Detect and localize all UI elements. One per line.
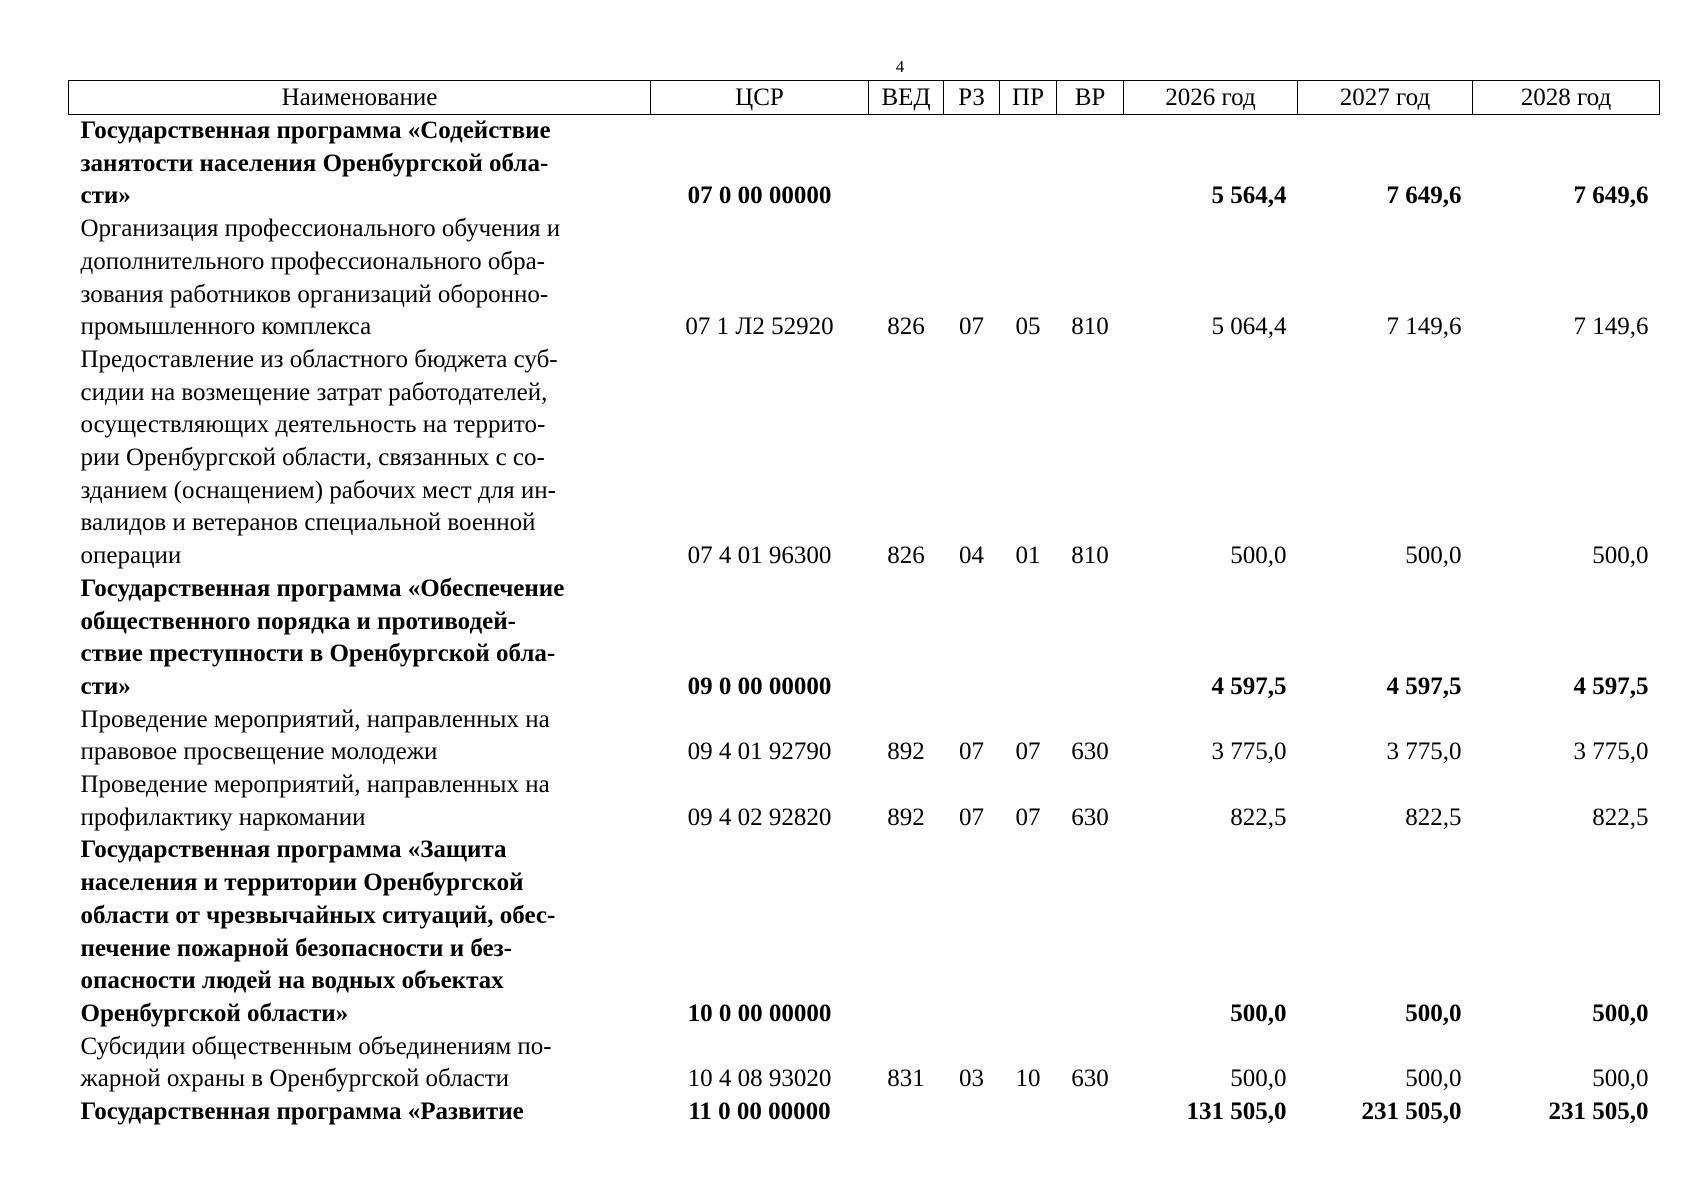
row-name-line: Субсидии общественным объединениям по-: [80, 1032, 552, 1060]
program-row: [69, 115, 1660, 214]
row-name-line: зданием (оснащением) рабочих мест для ин-: [80, 476, 556, 504]
row-value-2028: 500,0: [1592, 1065, 1649, 1093]
row-vr: 810: [1071, 313, 1109, 341]
row-name: [69, 834, 651, 1030]
row-value-2026: 500,0: [1230, 542, 1287, 570]
row-rz: 04: [959, 542, 984, 570]
program-row: [69, 1096, 1660, 1129]
row-name-line: Оренбургской области»: [80, 999, 349, 1027]
row-value-2026: 4 597,5: [1211, 672, 1287, 700]
row-name-line: занятости населения Оренбургской обла-: [80, 149, 549, 177]
row-name: [69, 573, 651, 704]
row-value-2027: 822,5: [1405, 803, 1462, 831]
row-name-line: операции: [80, 542, 182, 570]
row-name: [69, 1031, 651, 1096]
header-rz: РЗ: [944, 81, 1000, 115]
row-value-2028: 4 597,5: [1573, 672, 1649, 700]
row-ved: [869, 115, 944, 214]
row-pr: [1000, 834, 1057, 1030]
row-name-line: Государственная программа «Обеспечение: [80, 574, 565, 602]
header-name: Наименование: [69, 81, 651, 115]
row-name-line: Государственная программа «Содействие: [80, 117, 551, 144]
row-name-line: зования работников организаций оборонно-: [80, 280, 549, 308]
row-name-line: опасности людей на водных объектах: [80, 967, 504, 995]
row-value-2026: 500,0: [1230, 1065, 1287, 1093]
row-name-line: профилактику наркомании: [80, 803, 366, 831]
row-pr: 07: [1015, 738, 1041, 766]
row-vr: 630: [1071, 738, 1109, 766]
row-pr: 07: [1015, 803, 1041, 831]
row-vr: 630: [1071, 803, 1109, 831]
row-pr: [1000, 115, 1057, 214]
table-header: [69, 81, 1660, 115]
row-name-line: дополнительного профессионального обра-: [80, 247, 546, 275]
row-name-line: сидии на возмещение затрат работодателей,: [80, 378, 548, 406]
table-row: [69, 704, 1660, 769]
row-ved: 831: [887, 1065, 925, 1093]
header-2026: 2026 год: [1124, 81, 1298, 115]
row-value-2026: 822,5: [1230, 803, 1287, 831]
row-name-line: жарной охраны в Оренбургской области: [80, 1065, 510, 1093]
header-csr: ЦСР: [651, 81, 869, 115]
row-name-line: осуществляющих деятельность на террито-: [80, 411, 546, 439]
row-vr: [1057, 115, 1124, 214]
row-value-2028: 7 649,6: [1573, 182, 1649, 210]
row-name-line: Государственная программа «Защита: [80, 836, 507, 864]
row-vr: [1057, 834, 1124, 1030]
row-rz: 07: [959, 738, 984, 766]
row-name-line: валидов и ветеранов специальной военной: [80, 509, 536, 537]
row-ved: [869, 1096, 944, 1129]
program-row: [69, 573, 1660, 704]
row-pr: 10: [1015, 1065, 1041, 1093]
row-csr: 09 4 02 92820: [687, 803, 832, 831]
row-value-2027: 7 649,6: [1386, 182, 1462, 210]
row-rz: 07: [959, 313, 984, 341]
row-csr: 07 0 00 00000: [687, 182, 832, 210]
row-pr: 01: [1015, 542, 1041, 570]
header-pr: ПР: [1000, 81, 1057, 115]
row-vr: 810: [1071, 542, 1109, 570]
row-ved: 892: [887, 803, 925, 831]
row-pr: [1000, 1096, 1057, 1129]
header-2028: 2028 год: [1473, 81, 1660, 115]
row-ved: 826: [887, 313, 925, 341]
row-csr: 07 4 01 96300: [687, 542, 832, 570]
row-rz: [944, 1096, 1000, 1129]
table-row: [69, 1031, 1660, 1096]
row-value-2028: 822,5: [1592, 803, 1649, 831]
row-value-2027: 500,0: [1405, 542, 1462, 570]
page-number: 4: [895, 57, 905, 76]
row-rz: 03: [959, 1065, 984, 1093]
row-value-2028: 7 149,6: [1573, 313, 1649, 341]
row-rz: [944, 834, 1000, 1030]
row-value-2028: 231 505,0: [1548, 1098, 1649, 1126]
row-value-2027: 7 149,6: [1386, 313, 1462, 341]
table-row: [69, 769, 1660, 834]
row-csr: 09 0 00 00000: [687, 672, 832, 700]
row-csr: 09 4 01 92790: [687, 738, 832, 766]
row-value-2027: 3 775,0: [1386, 738, 1462, 766]
row-name-line: сти»: [80, 672, 131, 700]
row-name-line: рии Оренбургской области, связанных с со-: [80, 444, 545, 472]
row-vr: [1057, 573, 1124, 704]
row-value-2026: 131 505,0: [1186, 1098, 1287, 1126]
row-name-line: Проведение мероприятий, направленных на: [80, 771, 550, 799]
row-pr: [1000, 573, 1057, 704]
row-name: [69, 115, 651, 214]
table-row: [69, 213, 1660, 344]
row-rz: [944, 115, 1000, 214]
row-value-2026: 5 564,4: [1211, 182, 1287, 210]
budget-table: [68, 80, 1660, 1129]
row-csr: 10 4 08 93020: [687, 1065, 832, 1093]
row-name: [69, 704, 651, 769]
row-value-2028: 3 775,0: [1573, 738, 1649, 766]
row-name: [69, 213, 651, 344]
row-value-2027: 500,0: [1405, 1065, 1462, 1093]
row-ved: 892: [887, 738, 925, 766]
row-value-2027: 4 597,5: [1386, 672, 1462, 700]
row-value-2028: 500,0: [1592, 542, 1649, 570]
row-name-line: промышленного комплекса: [80, 313, 372, 341]
row-value-2026: 500,0: [1230, 999, 1287, 1027]
row-name-line: правовое просвещение молодежи: [80, 738, 438, 766]
row-ved: [869, 573, 944, 704]
row-vr: 630: [1071, 1065, 1109, 1093]
row-vr: [1057, 1096, 1124, 1129]
header-ved: ВЕД: [869, 81, 944, 115]
row-name-line: населения и территории Оренбургской: [80, 869, 524, 897]
row-name-line: печение пожарной безопасности и без-: [80, 934, 512, 962]
row-value-2026: 5 064,4: [1211, 313, 1287, 341]
row-name-line: области от чрезвычайных ситуаций, обес-: [80, 901, 556, 929]
row-name: [69, 344, 651, 573]
row-pr: 05: [1015, 313, 1041, 341]
row-value-2026: 3 775,0: [1211, 738, 1287, 766]
table-row: [69, 344, 1660, 573]
row-rz: [944, 573, 1000, 704]
row-csr: 10 0 00 00000: [687, 999, 832, 1027]
row-name-line: Проведение мероприятий, направленных на: [80, 705, 550, 733]
row-rz: 07: [959, 803, 984, 831]
header-vr: ВР: [1057, 81, 1124, 115]
row-name-line: Предоставление из областного бюджета суб-: [80, 345, 558, 373]
row-ved: 826: [887, 542, 925, 570]
row-name-line: общественного порядка и противодей-: [80, 607, 516, 635]
row-name-line: сти»: [80, 182, 131, 210]
row-value-2027: 500,0: [1405, 999, 1462, 1027]
row-value-2028: 500,0: [1592, 999, 1649, 1027]
program-row: [69, 834, 1660, 1030]
row-name-line: ствие преступности в Оренбургской обла-: [80, 640, 556, 668]
row-ved: [869, 834, 944, 1030]
row-value-2027: 231 505,0: [1361, 1098, 1462, 1126]
row-name-line: Государственная программа «Развитие: [80, 1098, 524, 1126]
row-csr: 07 1 Л2 52920: [685, 313, 834, 341]
row-name: [69, 1096, 651, 1129]
header-2027: 2027 год: [1298, 81, 1473, 115]
row-name-line: Организация профессионального обучения и: [80, 215, 561, 243]
table-body: [69, 115, 1660, 1129]
row-csr: 11 0 00 00000: [688, 1098, 831, 1126]
row-name: [69, 769, 651, 834]
